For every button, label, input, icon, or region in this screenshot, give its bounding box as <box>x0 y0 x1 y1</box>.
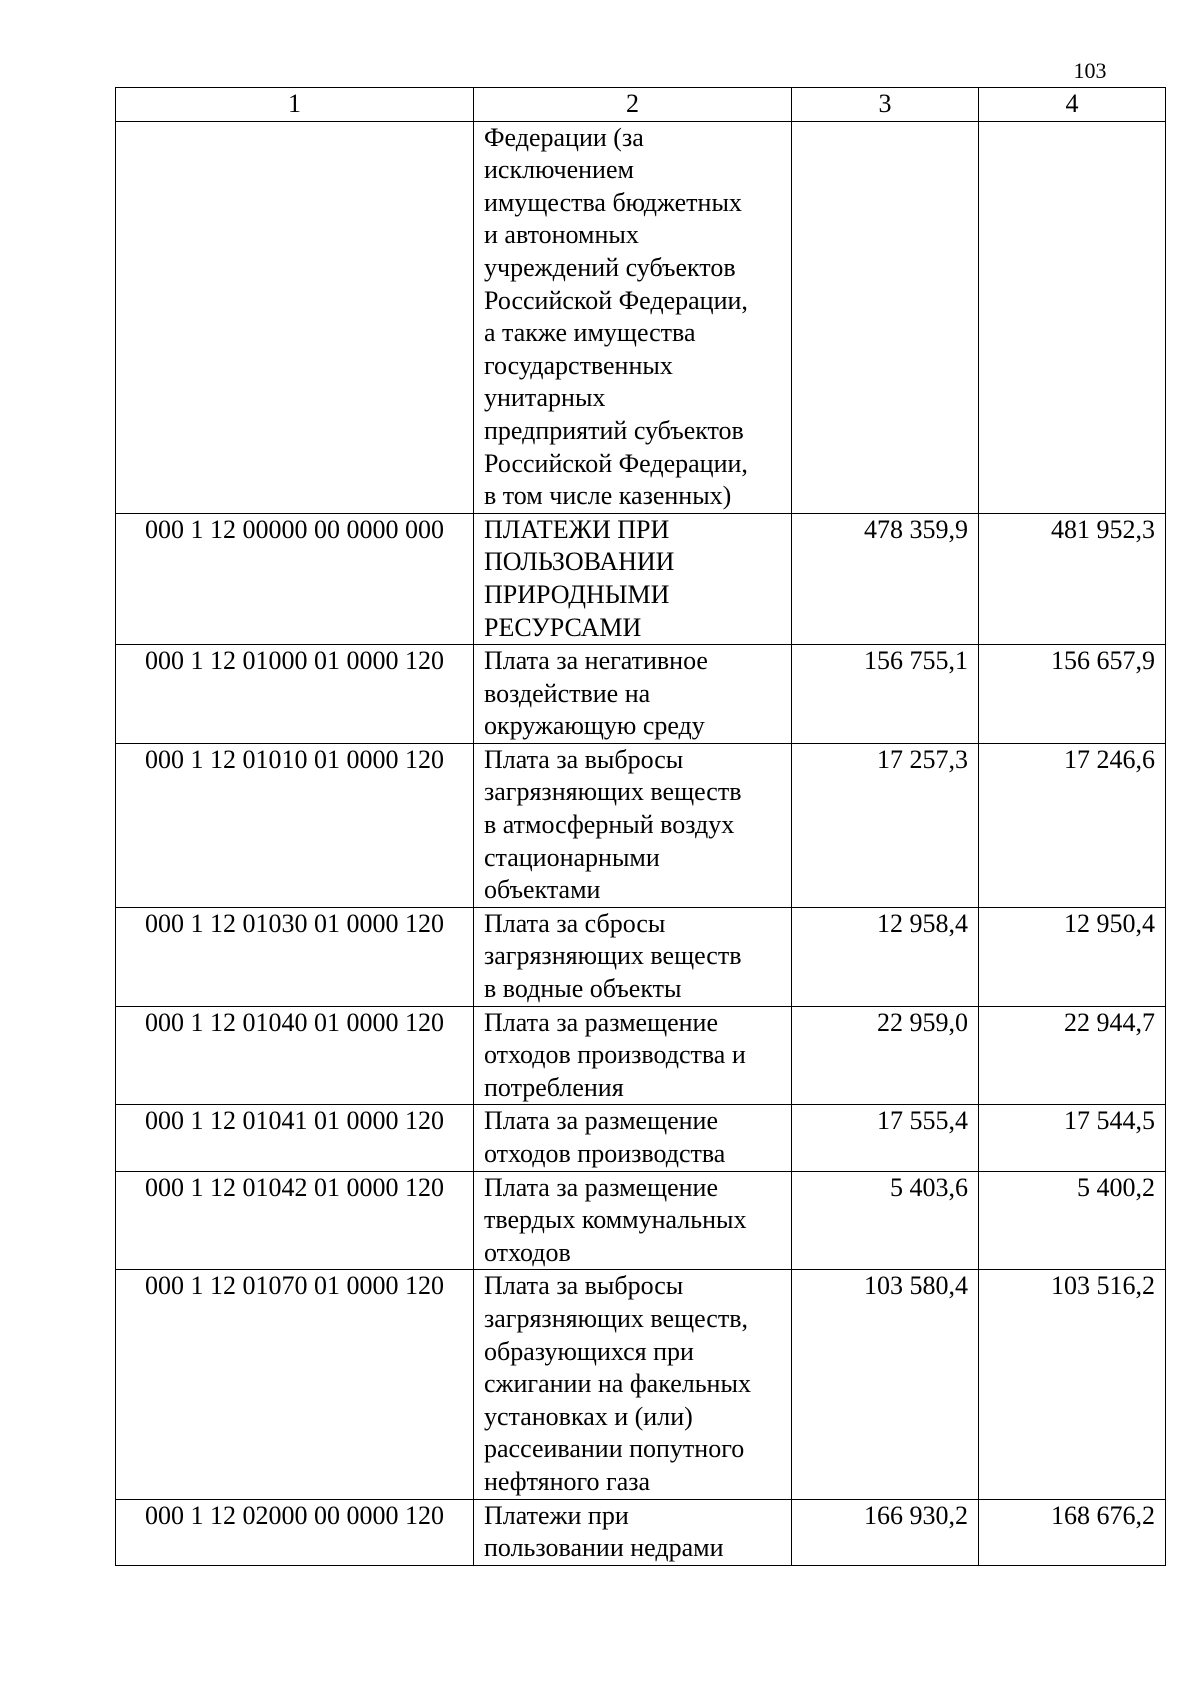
amount-column-3: 17 257,3 <box>792 743 979 907</box>
amount-column-3: 17 555,4 <box>792 1105 979 1171</box>
amount-column-4 <box>979 121 1166 513</box>
income-description: Плата за размещение отходов производства и потребления <box>474 1006 792 1105</box>
amount-column-3 <box>792 121 979 513</box>
amount-column-3: 103 580,4 <box>792 1270 979 1499</box>
income-description: Плата за негативное воздействие на окружающую среду <box>474 645 792 744</box>
amount-column-4: 22 944,7 <box>979 1006 1166 1105</box>
classification-code: 000 1 12 01010 01 0000 120 <box>116 743 474 907</box>
classification-code <box>116 121 474 513</box>
table-row <box>116 1006 1166 1105</box>
amount-column-4: 481 952,3 <box>979 513 1166 644</box>
classification-code: 000 1 12 02000 00 0000 120 <box>116 1499 474 1565</box>
amount-column-4: 17 246,6 <box>979 743 1166 907</box>
table-row <box>116 907 1166 1006</box>
amount-column-4: 156 657,9 <box>979 645 1166 744</box>
header-row <box>116 88 1166 122</box>
classification-code: 000 1 12 00000 00 0000 000 <box>116 513 474 644</box>
table-row <box>116 645 1166 744</box>
amount-column-4: 12 950,4 <box>979 907 1166 1006</box>
amount-column-3: 156 755,1 <box>792 645 979 744</box>
amount-column-3: 166 930,2 <box>792 1499 979 1565</box>
income-description: Федерации (за исключением имущества бюджетных и автономных учреждений субъектов Российской Федерации, а также имущества государственных унитарных предприятий субъектов Российской Федерации, в том числе казенных) <box>474 121 792 513</box>
table-row <box>116 1171 1166 1270</box>
classification-code: 000 1 12 01042 01 0000 120 <box>116 1171 474 1270</box>
classification-code: 000 1 12 01041 01 0000 120 <box>116 1105 474 1171</box>
amount-column-3: 478 359,9 <box>792 513 979 644</box>
income-description: ПЛАТЕЖИ ПРИ ПОЛЬЗОВАНИИ ПРИРОДНЫМИ РЕСУРСАМИ <box>474 513 792 644</box>
table-row <box>116 1105 1166 1171</box>
column-header-4: 4 <box>979 88 1166 122</box>
amount-column-3: 5 403,6 <box>792 1171 979 1270</box>
amount-column-4: 168 676,2 <box>979 1499 1166 1565</box>
classification-code: 000 1 12 01030 01 0000 120 <box>116 907 474 1006</box>
column-header-1: 1 <box>116 88 474 122</box>
amount-column-4: 17 544,5 <box>979 1105 1166 1171</box>
amount-column-4: 103 516,2 <box>979 1270 1166 1499</box>
table-row <box>116 513 1166 644</box>
amount-column-4: 5 400,2 <box>979 1171 1166 1270</box>
income-description: Плата за выбросы загрязняющих веществ в атмосферный воздух стационарными объектами <box>474 743 792 907</box>
column-header-3: 3 <box>792 88 979 122</box>
budget-table <box>115 87 1166 1566</box>
classification-code: 000 1 12 01000 01 0000 120 <box>116 645 474 744</box>
table-row <box>116 121 1166 513</box>
table-row <box>116 1499 1166 1565</box>
column-header-2: 2 <box>474 88 792 122</box>
classification-code: 000 1 12 01040 01 0000 120 <box>116 1006 474 1105</box>
table-row <box>116 743 1166 907</box>
income-description: Плата за размещение твердых коммунальных отходов <box>474 1171 792 1270</box>
amount-column-3: 12 958,4 <box>792 907 979 1006</box>
income-description: Плата за выбросы загрязняющих веществ, образующихся при сжигании на факельных установках и (или) рассеивании попутного нефтяного газа <box>474 1270 792 1499</box>
page-number: 103 <box>1073 58 1107 83</box>
income-description: Плата за сбросы загрязняющих веществ в водные объекты <box>474 907 792 1006</box>
table-row <box>116 1270 1166 1499</box>
income-description: Платежи при пользовании недрами <box>474 1499 792 1565</box>
classification-code: 000 1 12 01070 01 0000 120 <box>116 1270 474 1499</box>
income-description: Плата за размещение отходов производства <box>474 1105 792 1171</box>
amount-column-3: 22 959,0 <box>792 1006 979 1105</box>
